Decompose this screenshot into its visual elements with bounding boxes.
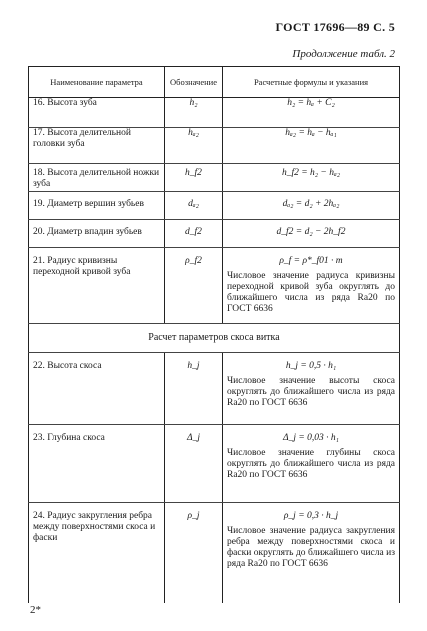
param-symbol: ρ_j [165,503,223,603]
param-formula-cell [223,503,400,603]
table-row [29,503,400,603]
page-number: 2* [30,604,41,616]
param-symbol: h_j [165,353,223,425]
param-symbol: dₐ₂ [165,192,223,220]
param-formula: d_f2 = d₂ − 2h_f2 [223,220,400,248]
section-title: Расчет параметров скоса витка [29,324,400,353]
param-formula-cell [223,353,400,425]
column-header-symbol: Обозначение [165,67,223,98]
table-row [29,128,400,164]
table-row [29,425,400,503]
section-row [29,324,400,353]
param-formula: h_f2 = h₂ − hₐ₂ [223,164,400,192]
table-continuation-label: Продолжение табл. 2 [292,48,395,60]
table-row [29,192,400,220]
gost-header: ГОСТ 17696—89 С. 5 [275,20,395,34]
param-symbol: h_f2 [165,164,223,192]
table-row [29,248,400,324]
param-formula: h_j = 0,5 · h₁ [285,361,337,371]
param-name: 22. Высота скоса [29,353,165,425]
param-name: 23. Глубина скоса [29,425,165,503]
param-note: Числовое значение радиуса закругления ребра между поверхностями скоса и фаски округлять до ближайшего числа из ряда Ra20 по ГОСТ 6636 [227,526,395,569]
param-name: 21. Радиус кривизны переходной кривой зуба [29,248,165,324]
param-symbol: hₐ₂ [165,128,223,164]
param-symbol: h₂ [165,98,223,128]
param-name: 20. Диаметр впадин зубьев [29,220,165,248]
param-name: 24. Радиус закругления ребра между поверхностями скоса и фаски [29,503,165,603]
param-formula: h₂ = hₐ + C₂ [223,98,400,128]
table-row [29,164,400,192]
param-symbol: d_f2 [165,220,223,248]
param-formula-cell [223,425,400,503]
param-name: 19. Диаметр вершин зубьев [29,192,165,220]
table-header-row [29,67,400,98]
param-formula: hₐ₂ = hₐ − hₐ₁ [223,128,400,164]
table-row [29,353,400,425]
param-note: Числовое значение высоты скоса округлять до ближайшего числа из ряда Ra20 по ГОСТ 6636 [227,376,395,408]
param-formula: dₐ₂ = d₂ + 2hₐ₂ [223,192,400,220]
param-name: 18. Высота делительной ножки зуба [29,164,165,192]
param-formula-cell [223,248,400,324]
column-header-name: Наименование параметра [29,67,165,98]
param-name: 16. Высота зуба [29,98,165,128]
table-row [29,98,400,128]
column-header-formula: Расчетные формулы и указания [223,67,400,98]
param-formula: ρ_j = 0,3 · h_j [283,511,339,521]
table-row [29,220,400,248]
param-note: Числовое значение радиуса кривизны переходной кривой зуба округлять до ближайшего числа из ряда Ra20 по ГОСТ 6636 [227,271,395,314]
parameters-table [28,66,400,603]
param-formula: ρ_f = ρ*_f01 · m [279,256,343,266]
param-note: Числовое значение глубины скоса округлять до ближайшего числа из ряда Ra20 по ГОСТ 6636 [227,448,395,480]
param-symbol: ρ_f2 [165,248,223,324]
param-symbol: Δ_j [165,425,223,503]
param-name: 17. Высота делительной головки зуба [29,128,165,164]
param-formula: Δ_j = 0,03 · h₁ [283,433,339,443]
